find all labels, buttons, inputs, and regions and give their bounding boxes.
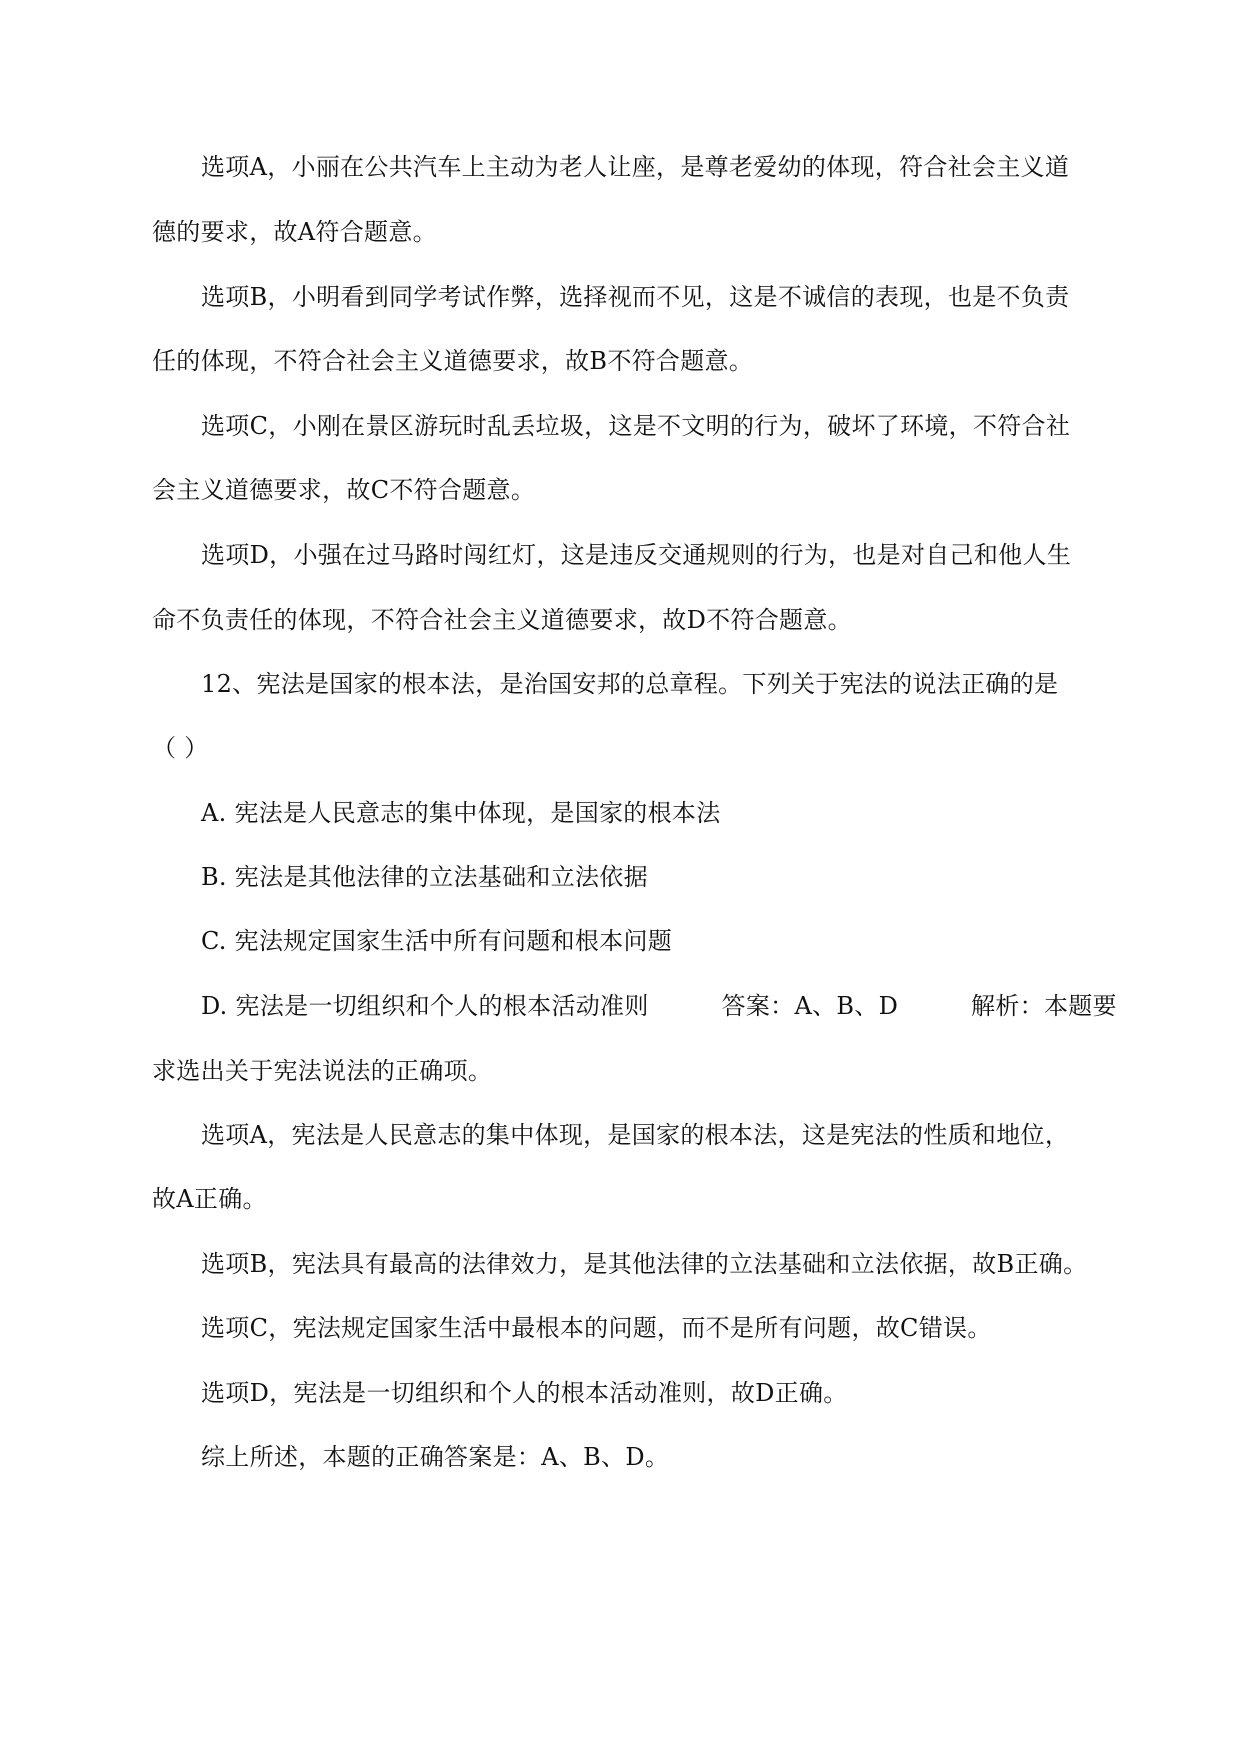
- question-blank: （ ）: [152, 734, 209, 762]
- paragraph-line: 选项B，宪法具有最高的法律效力，是其他法律的立法基础和立法依据，故B正确。: [201, 1250, 1088, 1278]
- paragraph-line: 选项C，小刚在景区游玩时乱丢垃圾，这是不文明的行为，破坏了环境，不符合社: [201, 412, 1071, 440]
- paragraph-line: 选项D，宪法是一切组织和个人的根本活动准则，故D正确。: [201, 1379, 848, 1407]
- paragraph-line: 选项B，小明看到同学考试作弊，选择视而不见，这是不诚信的表现，也是不负责: [201, 283, 1070, 311]
- paragraph-line: 命不负责任的体现，不符合社会主义道德要求，故D不符合题意。: [152, 606, 852, 634]
- question-stem: 12、宪法是国家的根本法，是治国安邦的总章程。下列关于宪法的说法正确的是: [201, 670, 1059, 698]
- option-a: A. 宪法是人民意志的集中体现，是国家的根本法: [201, 799, 721, 827]
- paragraph-line: 选项D，小强在过马路时闯红灯，这是违反交通规则的行为，也是对自己和他人生: [201, 541, 1072, 569]
- conclusion-line: 综上所述，本题的正确答案是：A、B、D。: [201, 1443, 670, 1471]
- paragraph-line: 任的体现，不符合社会主义道德要求，故B不符合题意。: [152, 347, 754, 375]
- option-b: B. 宪法是其他法律的立法基础和立法依据: [201, 863, 648, 891]
- paragraph-line: 选项C，宪法规定国家生活中最根本的问题，而不是所有问题，故C错误。: [201, 1314, 992, 1342]
- paragraph-line: 会主义道德要求，故C不符合题意。: [152, 476, 536, 504]
- paragraph-line: 选项A，宪法是人民意志的集中体现，是国家的根本法，这是宪法的性质和地位，: [201, 1121, 1070, 1149]
- paragraph-line: 故A正确。: [152, 1185, 267, 1213]
- paragraph-line: 求选出关于宪法说法的正确项。: [152, 1057, 493, 1085]
- paragraph-line: 选项A，小丽在公共汽车上主动为老人让座，是尊老爱幼的体现，符合社会主义道: [201, 153, 1070, 181]
- paragraph-line: 德的要求，故A符合题意。: [152, 218, 437, 246]
- option-c: C. 宪法规定国家生活中所有问题和根本问题: [201, 927, 673, 955]
- option-d-answer-analysis: D. 宪法是一切组织和个人的根本活动准则 答案：A、B、D 解析：本题要: [201, 992, 1117, 1020]
